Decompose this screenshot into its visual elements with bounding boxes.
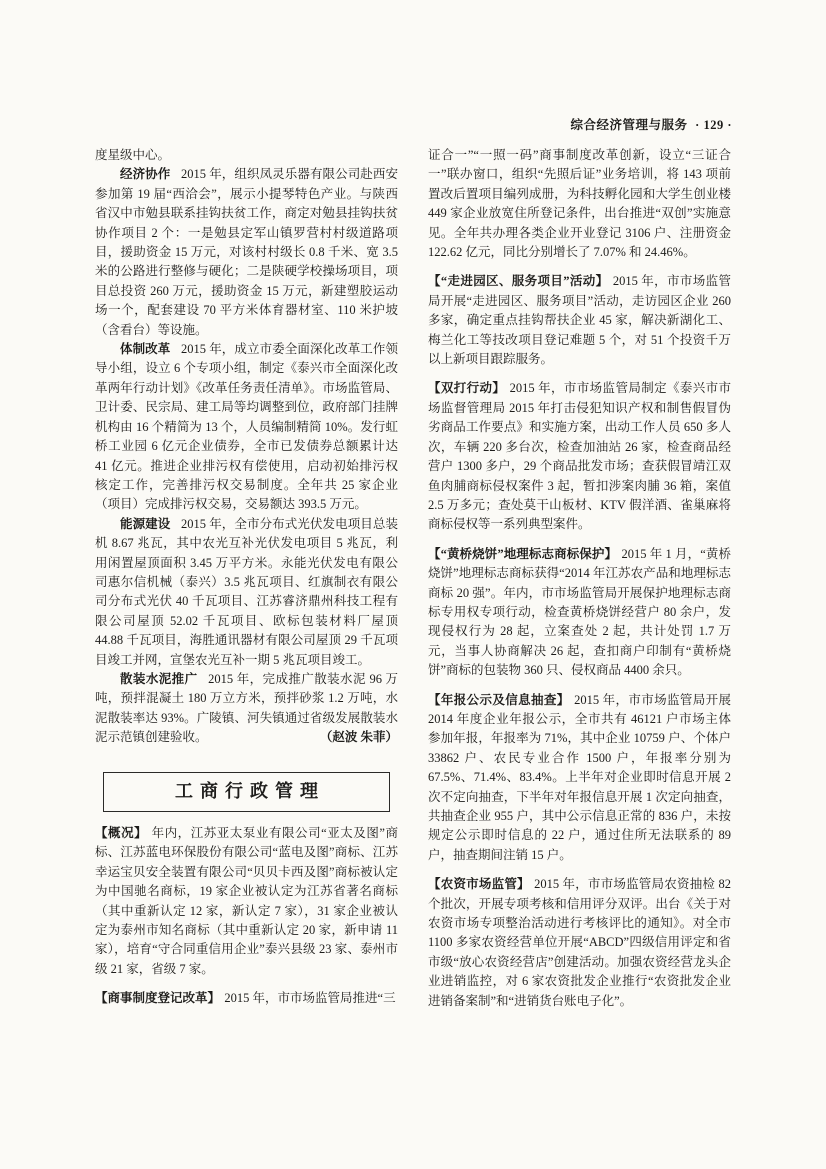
paragraph-text: 2015 年，组织凤灵乐器有限公司赴西安参加第 19 届“西洽会”，展示小提琴特色产业。与陕西省汉中市勉县联系挂钩扶贫工作，商定对勉县挂钩扶贫协作项目 2 个：一是勉县定军山镇罗营村村级道路项目，援助资金 15 万元，对该村村级长 0.8 千米、宽 3.5 米的公路进行整修与硬化；二是陕硬学校操场项目，项目总投资 260 万元，援助资金 15 万元，新建塑胶运动场一个，配套建设 70 平方米体育器材室、110 米护坡（含看台）等设施。 xyxy=(95,167,398,337)
entry-text: 2015 年，市市场监管局开展“走进园区、服务项目”活动，走访园区企业 260 多家，确定重点挂钩帮扶企业 45 家，解决新湖化工、梅兰化工等技改项目登记难题 5 个，对 51 个投资千万以上新项目跟踪服务。 xyxy=(428,274,731,367)
running-head-section-title: 综合经济管理与服务 xyxy=(570,118,688,132)
entry-text: 2015 年，市市场监管局农资抽检 82 个批次，开展专项考核和信用评分双评。出台《关于对农资市场专项整治活动进行考核评比的通知》。对全市 1100 多家农资经营单位开展“ABCD”四级信用评定和省市级“放心农资经营店”创建活动。加强农资经营龙头企业进销监控，对 6 家农资批发企业推行“农资批发企业进销备案制”和“进销货台账电子化”。 xyxy=(428,877,731,1008)
entry-label: 【“黄桥烧饼”地理标志商标保护】 xyxy=(428,546,618,561)
continuation-text: 证合一”“一照一码”商事制度改革创新，设立“三证合一”联办窗口，组织“先照后证”业务培训，将 143 项前置改后置项目编列成册，为科技孵化园和大学生创业楼 449 家企业放宽住所登记条件，出台推进“双创”实施意见。全年共办理各类企业开业登记 3106 户、注册资金 122.62 亿元，同比分别增长了 7.07% 和 24.46%。 xyxy=(428,148,731,260)
paragraph-energy-construction xyxy=(95,515,398,670)
entry-agricultural-supplies-supervision xyxy=(428,875,731,1011)
running-head xyxy=(95,115,732,133)
entry-text: 2015 年 1 月，“黄桥烧饼”地理标志商标获得“2014 年江苏农产品和地理标志商标 20 强”。年内，市市场监管局开展保护地理标志商标专用权专项行动，检查黄桥烧饼经营户 80 余户，发现侵权行为 28 起，立案查处 2 起，共计处罚 1.7 万元，当事人协商解决 26 起，查扣商户印制有“黄桥烧饼”商标的包装物 360 只、侵权商品 4400 余只。 xyxy=(428,546,731,678)
entry-label: 【双打行动】 xyxy=(428,381,506,396)
entry-text: 2015 年，市市场监管局开展 2014 年度企业年报公示，全市共有 46121 户市场主体参加年报，年报率为 71%，其中企业 10759 户、个体户 33862 户、农民专业合作 1500 户，年报率分别为 67.5%、71.4%、83.4%。上半年对企业即时信息开展 2 次不定向抽查，下半年对年报信息开展 1 次定向抽查，共抽查企业 955 户，其中公示信息正常的 836 户，未按规定公示即时信息的 22 户，通过住所无法联系的 89 户，抽查期间注销 15 户。 xyxy=(428,692,731,862)
paragraph-text: 2015 年，成立市委全面深化改革工作领导小组，设立 6 个专项小组，制定《泰兴市全面深化改革两年行动计划》《改革任务责任清单》。市场监管局、卫计委、民宗局、建工局等均调整到位，政府部门挂牌机构由 16 个精简为 13 个，人员编制精简 10%。发行虹桥工业园 6 亿元企业债券，全市已发债券总额累计达 41 亿元。推进企业排污权有偿使用，启动初始排污权核定工作，完善排污权交易制度。全年共 25 家企业（项目）完成排污权交易，交易额达 393.5 万元。 xyxy=(95,342,398,512)
page-number: · 129 · xyxy=(695,118,732,132)
entry-label: 【年报公示及信息抽查】 xyxy=(428,692,570,707)
entry-huangqiao-shaobing-trademark xyxy=(428,545,731,681)
section-title-box xyxy=(103,772,390,812)
entry-text: 2015 年，市市场监管局制定《泰兴市市场监督管理局 2015 年打击侵犯知识产权和制售假冒伪劣商品工作要点》和实施方案，出动工作人员 650 多人次，车辆 220 多台次，检查加油站 26 家，检查商品经营户 1300 多户，29 个商品批发市场；查获假冒靖江双鱼肉脯商标侵权案件 3 起，暂扣涉案肉脯 36 箱，案值 2.5 万多元；查处莫干山板材、KTV 假洋酒、雀巢麻将商标侵权等一系列典型案件。 xyxy=(428,381,731,532)
entry-label: 【概况】 xyxy=(95,826,148,840)
paragraph-bulk-cement xyxy=(95,670,398,748)
paragraph-economic-cooperation xyxy=(95,165,398,340)
entry-business-registration-reform xyxy=(95,989,398,1008)
entry-label: 【农资市场监管】 xyxy=(428,877,530,892)
entry-overview xyxy=(95,824,398,979)
right-column xyxy=(428,146,731,1011)
entry-label: 【商事制度登记改革】 xyxy=(95,991,221,1006)
section-title: 工商行政管理 xyxy=(175,780,325,801)
paragraph-text: 2015 年，全市分布式光伏发电项目总装机 8.67 兆瓦，其中农光互补光伏发电项目 5 兆瓦，利用闲置屋顶面积 3.45 万平方米。永能光伏发电有限公司惠尔信机械（泰兴）3.5 兆瓦项目、红旗制衣有限公司分布式光伏 40 千瓦项目、江苏睿济鼎州科技工程有限公司屋顶 52.02 千瓦项目、欧标包装材料厂屋顶 44.88 千瓦项目，海胜通讯器材有限公司屋顶 29 千瓦项目竣工并网，宣堡农光互补一期 5 兆瓦项目竣工。 xyxy=(95,516,398,667)
paragraph-text: 2015 年，完成推广散装水泥 96 万吨，预拌混凝土 180 万立方米，预拌砂浆 1.2 万吨，水泥散装率达 93%。广陵镇、河失镇通过省级发展散装水泥示范镇创建验收。 xyxy=(95,671,398,745)
paragraph-label: 能源建设 xyxy=(120,516,171,531)
entry-label: 【“走进园区、服务项目”活动】 xyxy=(428,274,609,289)
author-credit: （赵波 朱菲） xyxy=(319,730,398,745)
left-column xyxy=(95,146,398,1009)
paragraph-system-reform xyxy=(95,340,398,515)
paragraph-label: 体制改革 xyxy=(120,342,171,357)
entry-text: 年内，江苏亚太泵业有限公司“亚太及图”商标、江苏蓝电环保股份有限公司“蓝电及图”商标、江苏幸运宝贝安全装置有限公司“贝贝卡西及图”商标被认定为中国驰名商标，19 家企业被认定为江苏省著名商标（其中重新认定 12 家，新认定 7 家），31 家企业被认定为泰州市知名商标（其中重新认定 20 家，新申请 11 家），培育“守合同重信用企业”泰兴县级 23 家、泰州市级 21 家，省级 7 家。 xyxy=(95,826,398,976)
entry-annual-report-publicity xyxy=(428,691,731,866)
paragraph-label: 经济协作 xyxy=(120,167,171,182)
paragraph-label: 散装水泥推广 xyxy=(120,671,198,686)
entry-text: 2015 年，市市场监管局推进“三 xyxy=(224,991,396,1006)
continuation-text: 度星级中心。 xyxy=(95,148,171,162)
entry-enter-parks-serve-projects xyxy=(428,272,731,369)
entry-double-crackdown xyxy=(428,379,731,534)
